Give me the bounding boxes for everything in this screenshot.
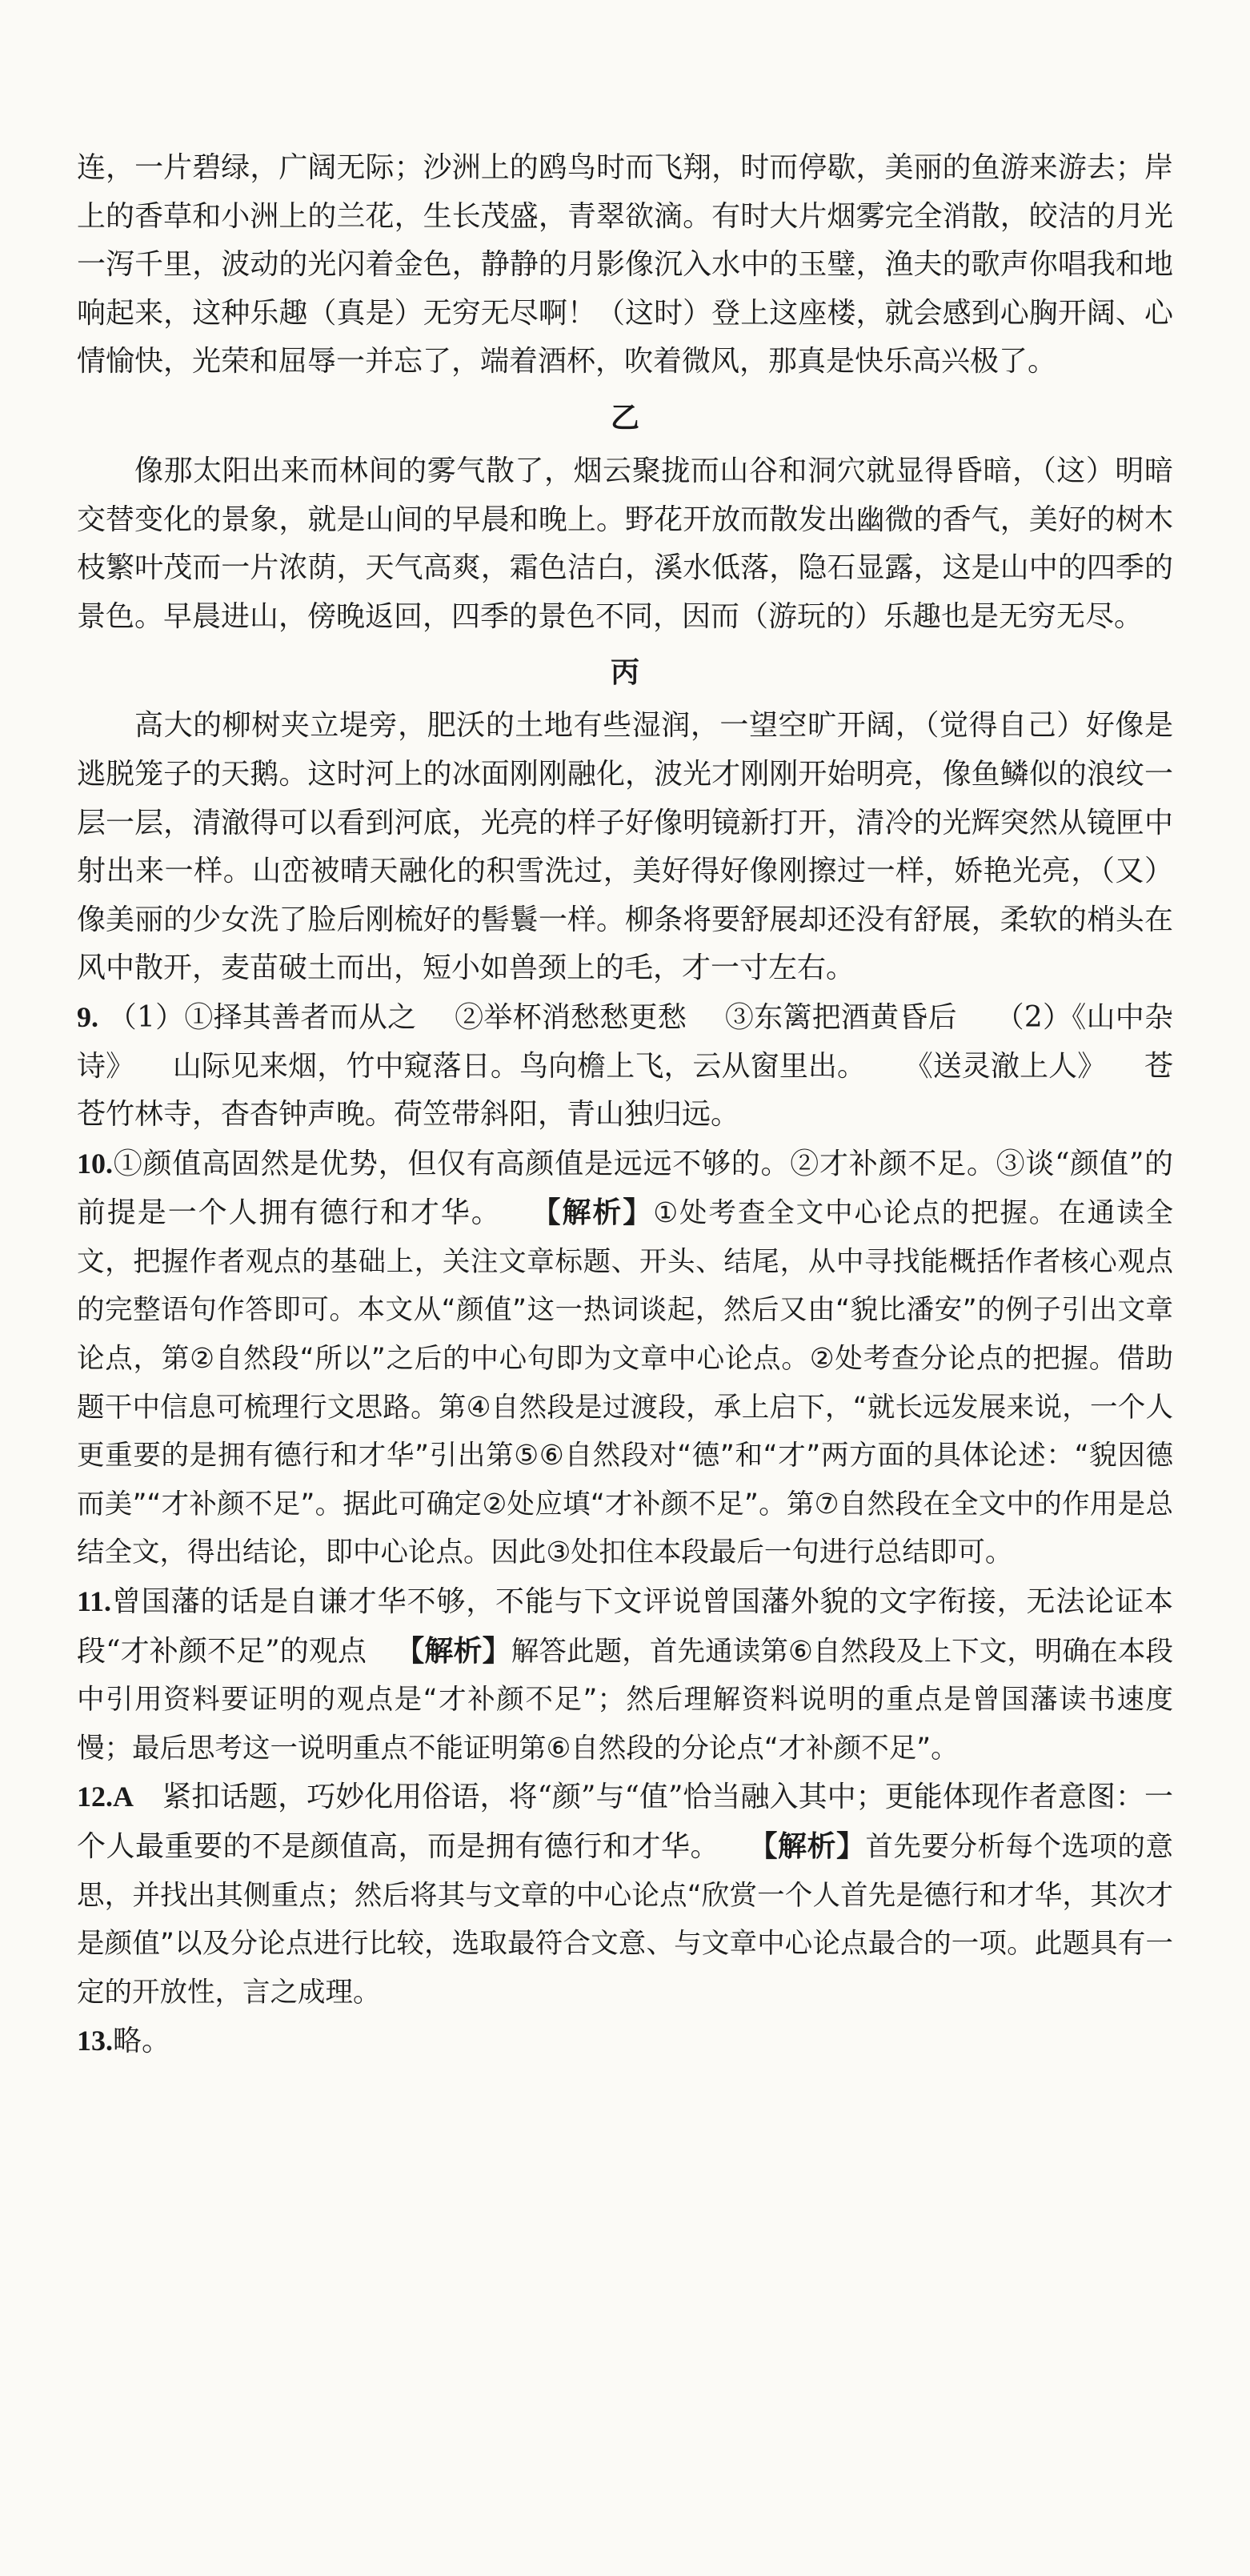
question-13-number: 13 [77, 2025, 106, 2057]
question-9-number: 9 [77, 1000, 91, 1033]
q9-answer-1: （1）①择其善者而从之 [107, 1000, 417, 1034]
q10-analysis-tag: 【解析】 [530, 1196, 654, 1230]
q11-answer: 曾国藩的话是自谦才华不够，不能与下文评说曾国藩外貌的文字衔接，无法论证本段“才补颜不足”的观点 [77, 1585, 1173, 1668]
q12-analysis: 首先要分析每个选项的意思，并找出其侧重点；然后将其与文章的中心论点“欣赏一个人首先是德行和才华，其次才是颜值”以及分论点进行比较，选取最符合文意、与文章中心论点最合的一项。此题具有一定的开放性，言之成理。 [77, 1831, 1173, 2009]
question-9: 9. （1）①择其善者而从之 ②举杯消愁愁更愁 ③东篱把酒黄昏后 （2）《山中杂诗》 山际见来烟，竹中窥落日。鸟向檐上飞，云从窗里出。 《送灵澈上人》 苍苍竹林寺，杳杳钟声晚。荷笠带斜阳，青山独归远。 [77, 1000, 1173, 1132]
q9-answer-5: 山际见来烟，竹中窥落日。鸟向檐上飞，云从窗里出。 [172, 1049, 867, 1083]
translation-jia-continued: 连，一片碧绿，广阔无际；沙洲上的鸥鸟时而飞翔，时而停歇，美丽的鱼游来游去；岸上的香草和小洲上的兰花，生长茂盛，青翠欲滴。有时大片烟雾完全消散，皎洁的月光一泻千里，波动的光闪着金色，静静的月影像沉入水中的玉璧，渔夫的歌声你唱我和地响起来，这种乐趣（真是）无穷无尽啊！（这时）登上这座楼，就会感到心胸开阔、心情愉快，光荣和屈辱一并忘了，端着酒杯，吹着微风，那真是快乐高兴极了。 [77, 151, 1173, 379]
q13-answer: 略。 [113, 2025, 171, 2058]
question-12: 12.A 紧扣话题，巧妙化用俗语，将“颜”与“值”恰当融入其中；更能体现作者意图：一个人最重要的不是颜值高，而是拥有德行和才华。 【解析】首先要分析每个选项的意思，并找出其侧重点；然后将其与文章的中心论点“欣赏一个人首先是德行和才华，其次才是颜值”以及分论点进行比较，选取最符合文意、与文章中心论点最合的一项。此题具有一定的开放性，言之成理。 [77, 1781, 1173, 2009]
question-11: 11.曾国藩的话是自谦才华不够，不能与下文评说曾国藩外貌的文字衔接，无法论证本段“才补颜不足”的观点 【解析】解答此题，首先通读第⑥自然段及上下文，明确在本段中引用资料要证明的观点是“才补颜不足”；然后理解资料说明的重点是曾国藩读书速度慢；最后思考这一说明重点不能证明第⑥自然段的分论点“才补颜不足”。 [77, 1585, 1173, 1765]
answer-page [77, 144, 1173, 2066]
question-12-number: 12 [77, 1781, 106, 1813]
section-heading-yi: 乙 [610, 401, 639, 435]
q9-answer-2: ②举杯消愁愁更愁 [455, 1000, 687, 1034]
q9-answer-6: 《送灵澈上人》 [903, 1049, 1107, 1083]
q12-answer: 紧扣话题，巧妙化用俗语，将“颜”与“值”恰当融入其中；更能体现作者意图：一个人最重要的不是颜值高，而是拥有德行和才华。 [77, 1781, 1173, 1863]
q10-analysis: ①处考查全文中心论点的把握。在通读全文，把握作者观点的基础上，关注文章标题、开头、结尾，从中寻找能概括作者核心观点的完整语句作答即可。本文从“颜值”这一热词谈起，然后又由“貌比潘安”的例子引出文章论点，第②自然段“所以”之后的中心句即为文章中心论点。②处考查分论点的把握。借助题干中信息可梳理行文思路。第④自然段是过渡段，承上启下，“就长远发展来说，一个人更重要的是拥有德行和才华”引出第⑤⑥自然段对“德”和“才”两方面的具体论述：“貌因德而美”“才补颜不足”。据此可确定②处应填“才补颜不足”。第⑦自然段在全文中的作用是总结全文，得出结论，即中心论点。因此③处扣住本段最后一句进行总结即可。 [77, 1197, 1173, 1569]
q10-answer: ①颜值高固然是优势，但仅有高颜值是远远不够的。②才补颜不足。③谈“颜值”的前提是一个人拥有德行和才华。 [77, 1147, 1173, 1230]
question-10-number: 10 [77, 1147, 106, 1180]
question-13: 13.略。 [77, 2025, 171, 2058]
q12-analysis-tag: 【解析】 [747, 1829, 866, 1863]
q11-analysis-tag: 【解析】 [395, 1633, 511, 1668]
question-11-number: 11 [77, 1585, 105, 1618]
section-heading-bing: 丙 [610, 656, 639, 690]
q12-choice: A [113, 1781, 134, 1813]
q9-answer-3: ③东篱把酒黄昏后 [724, 1000, 957, 1034]
q9-answer-4: （2）《山中杂诗》 [77, 1000, 1173, 1083]
translation-bing: 高大的柳树夹立堤旁，肥沃的土地有些湿润，一望空旷开阔，（觉得自己）好像是逃脱笼子的天鹅。这时河上的冰面刚刚融化，波光才刚刚开始明亮，像鱼鳞似的浪纹一层一层，清澈得可以看到河底，光亮的样子好像明镜新打开，清冷的光辉突然从镜匣中射出来一样。山峦被晴天融化的积雪洗过，美好得好像刚擦过一样，娇艳光亮，（又）像美丽的少女洗了脸后刚梳好的髻鬟一样。柳条将要舒展却还没有舒展，柔软的梢头在风中散开，麦苗破土而出，短小如兽颈上的毛，才一寸左右。 [77, 709, 1173, 985]
q9-answer-7: 苍苍竹林寺，杳杳钟声晚。荷笠带斜阳，青山独归远。 [77, 1049, 1173, 1132]
q11-analysis: 解答此题，首先通读第⑥自然段及上下文，明确在本段中引用资料要证明的观点是“才补颜不足”；然后理解资料说明的重点是曾国藩读书速度慢；最后思考这一说明重点不能证明第⑥自然段的分论点“才补颜不足”。 [77, 1635, 1173, 1765]
translation-yi: 像那太阳出来而林间的雾气散了，烟云聚拢而山谷和洞穴就显得昏暗，（这）明暗交替变化的景象，就是山间的早晨和晚上。野花开放而散发出幽微的香气，美好的树木枝繁叶茂而一片浓荫，天气高爽，霜色洁白，溪水低落，隐石显露，这是山中的四季的景色。早晨进山，傍晚返回，四季的景色不同，因而（游玩的）乐趣也是无穷无尽。 [77, 454, 1173, 633]
question-10: 10.①颜值高固然是优势，但仅有高颜值是远远不够的。②才补颜不足。③谈“颜值”的前提是一个人拥有德行和才华。 【解析】①处考查全文中心论点的把握。在通读全文，把握作者观点的基础上，关注文章标题、开头、结尾，从中寻找能概括作者核心观点的完整语句作答即可。本文从“颜值”这一热词谈起，然后又由“貌比潘安”的例子引出文章论点，第②自然段“所以”之后的中心句即为文章中心论点。②处考查分论点的把握。借助题干中信息可梳理行文思路。第④自然段是过渡段，承上启下，“就长远发展来说，一个人更重要的是拥有德行和才华”引出第⑤⑥自然段对“德”和“才”两方面的具体论述：“貌因德而美”“才补颜不足”。据此可确定②处应填“才补颜不足”。第⑦自然段在全文中的作用是总结全文，得出结论，即中心论点。因此③处扣住本段最后一句进行总结即可。 [77, 1147, 1173, 1569]
